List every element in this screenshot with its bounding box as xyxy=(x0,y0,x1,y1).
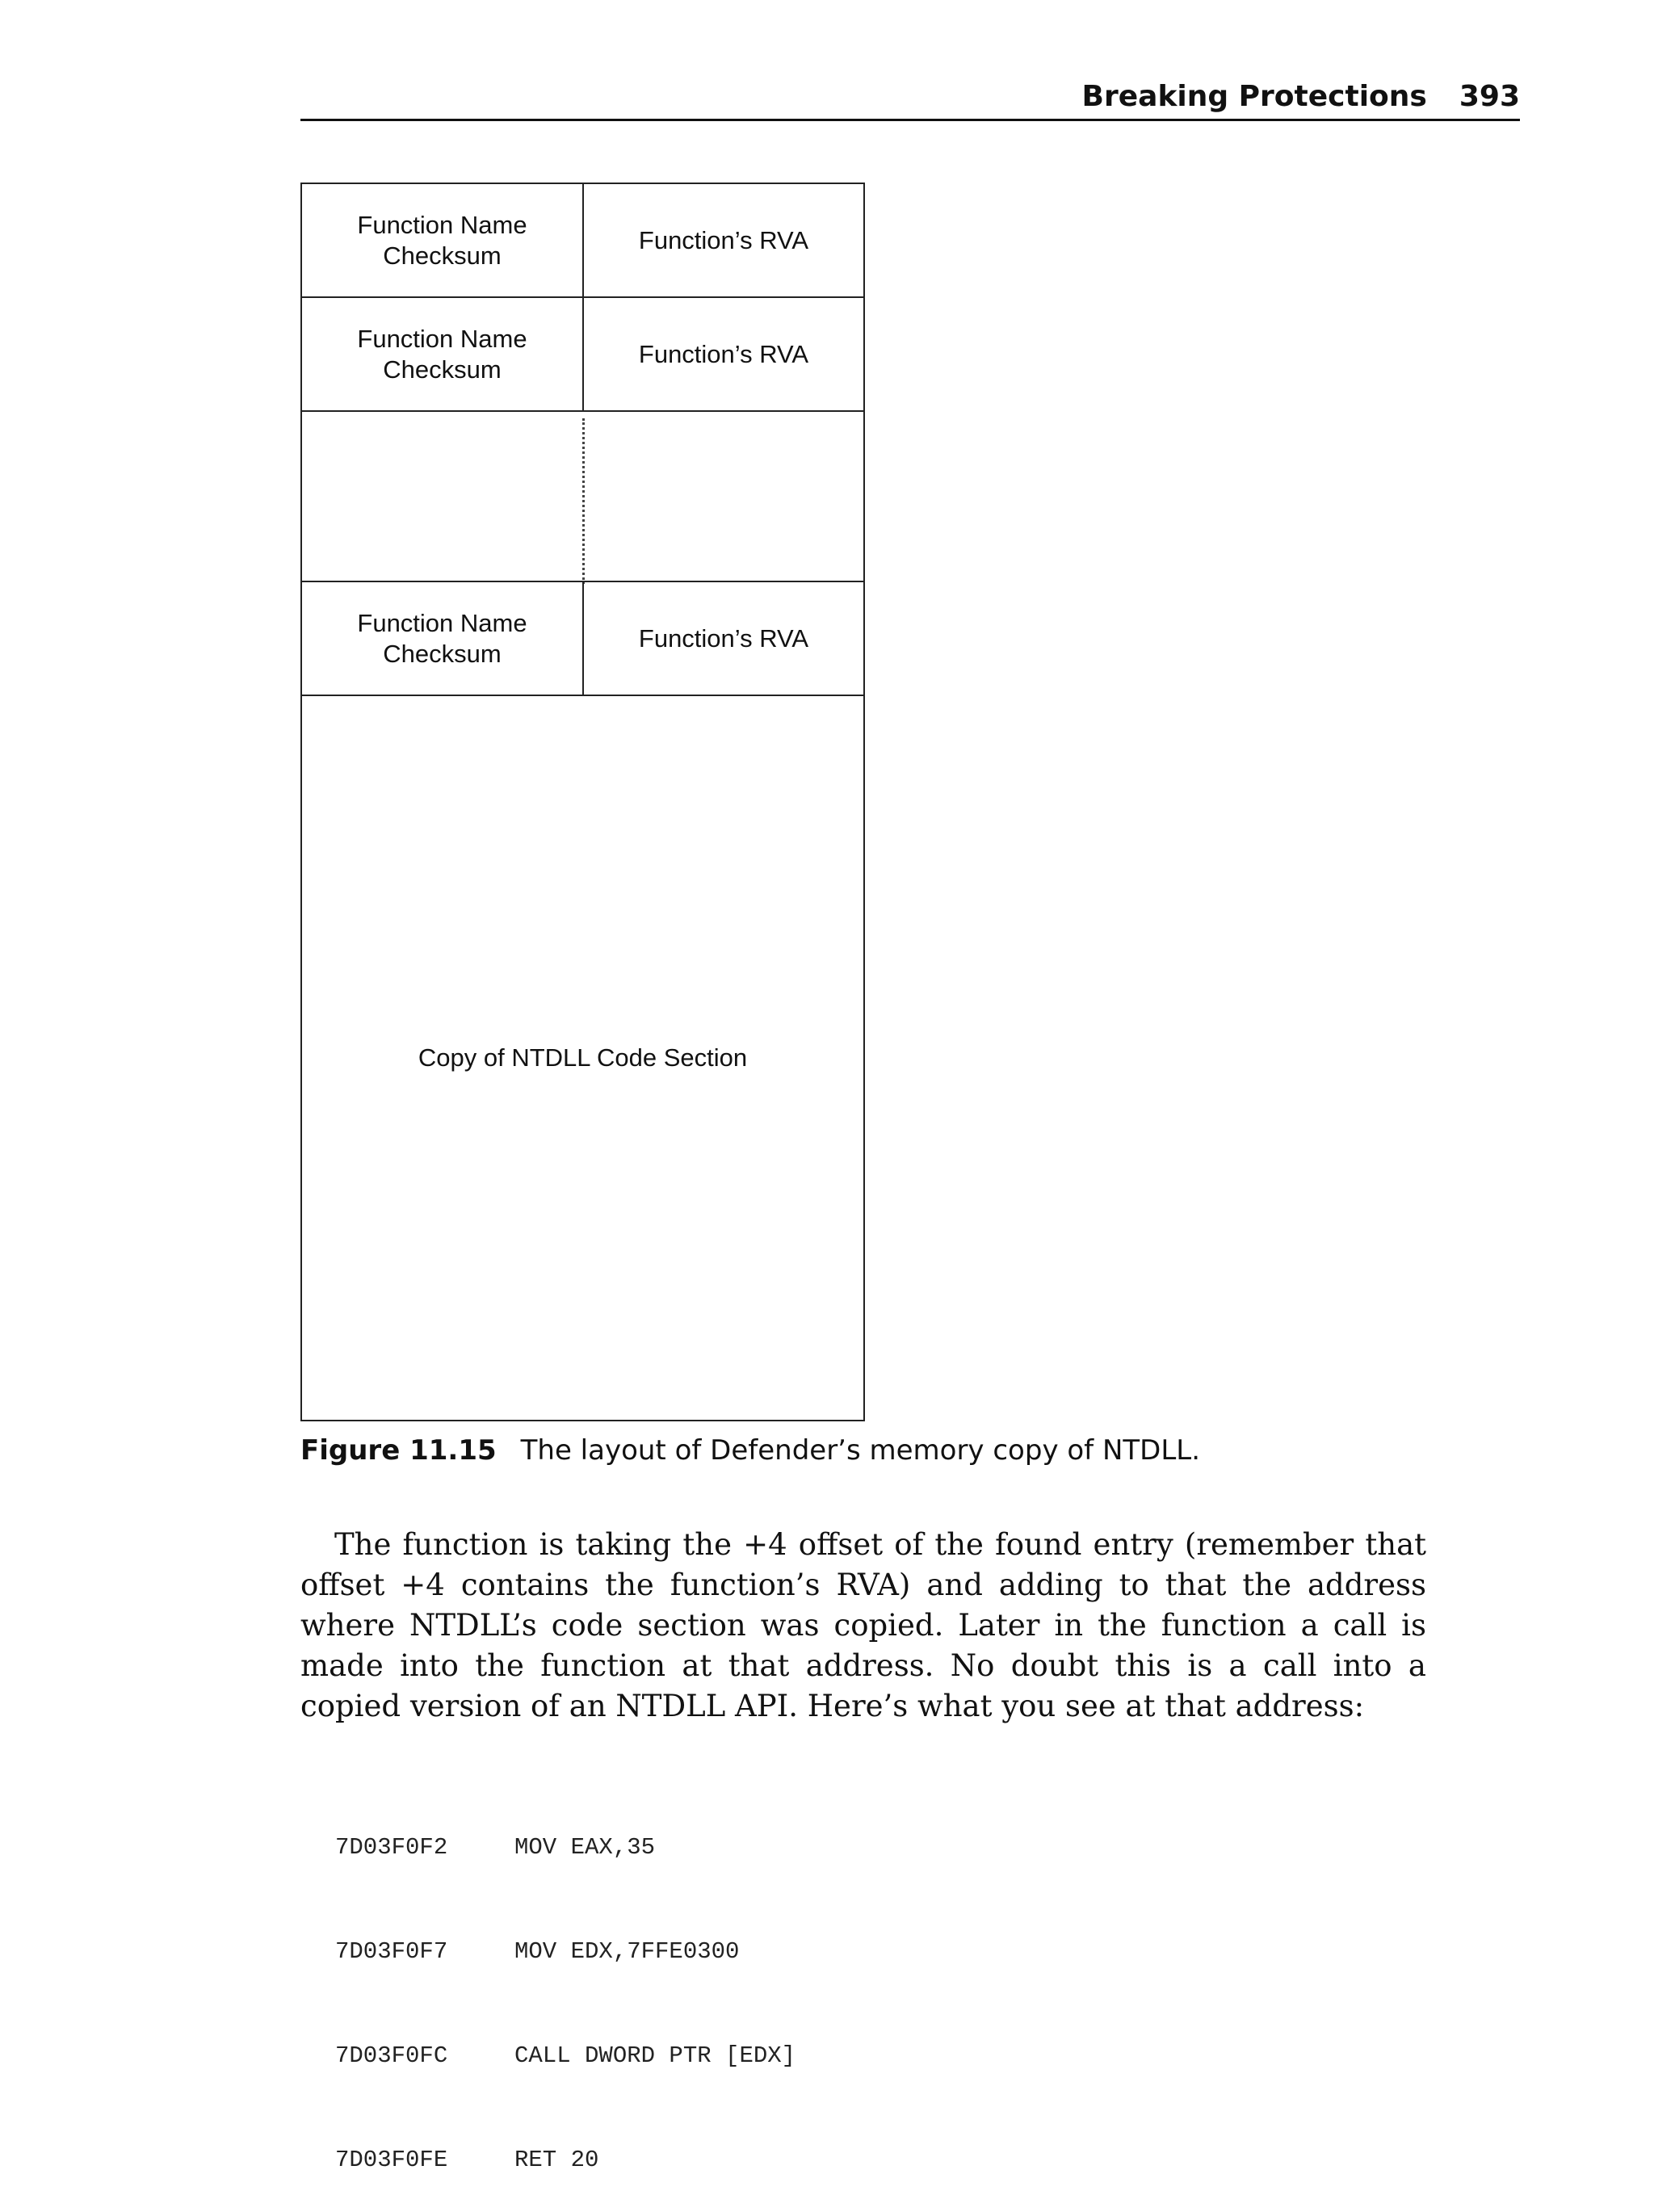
cell-text-line: Function’s RVA xyxy=(638,624,809,653)
cell-text-line: Checksum xyxy=(383,640,502,668)
cell-text-line: Function’s RVA xyxy=(638,226,809,254)
code-instruction: CALL DWORD PTR [EDX] xyxy=(514,2042,796,2069)
running-head xyxy=(300,74,1520,121)
column-divider xyxy=(582,184,584,410)
code-address: 7D03F0F2 xyxy=(335,1834,448,1861)
ellipsis-dots xyxy=(582,418,585,584)
assembly-listing xyxy=(335,1761,796,2212)
cell-text-line: Checksum xyxy=(383,241,502,270)
function-checksum-cell xyxy=(302,298,582,411)
function-rva-cell xyxy=(584,298,863,411)
cell-text-line: Function Name xyxy=(357,325,527,353)
body-paragraph: The function is taking the +4 offset of the found entry (remember that offset +4 contains the function’s RVA) and adding to that the address where NTDLL’s code section was copied. Later in the function a call is made into the function at that address. No doubt this is a call into a copied version of an NTDLL API. Here’s what you see at that address: xyxy=(300,1527,1426,1723)
code-instruction: MOV EAX,35 xyxy=(514,1834,656,1861)
column-divider xyxy=(582,581,584,695)
function-rva-cell xyxy=(584,582,863,695)
code-line xyxy=(335,2143,796,2177)
figure-caption-text: The layout of Defender’s memory copy of NTDLL. xyxy=(520,1434,1201,1467)
code-address: 7D03F0FC xyxy=(335,2042,448,2069)
code-line xyxy=(335,1934,796,1969)
code-section-label: Copy of NTDLL Code Section xyxy=(418,1043,748,1072)
cell-text-line: Checksum xyxy=(383,355,502,384)
code-instruction: RET 20 xyxy=(514,2147,599,2173)
ntdll-code-section-region xyxy=(302,696,863,1420)
code-address: 7D03F0FE xyxy=(335,2147,448,2173)
cell-text-line: Function’s RVA xyxy=(638,340,809,368)
ntdll-memory-layout-figure xyxy=(300,183,865,1421)
code-line xyxy=(335,1830,796,1865)
figure-caption xyxy=(300,1429,1512,1471)
code-line xyxy=(335,2038,796,2073)
function-checksum-cell xyxy=(302,184,582,297)
function-rva-cell xyxy=(584,184,863,297)
cell-text-line: Function Name xyxy=(357,211,527,239)
figure-number: Figure 11.15 xyxy=(300,1434,497,1467)
chapter-title: Breaking Protections xyxy=(1081,80,1427,113)
function-checksum-cell xyxy=(302,582,582,695)
code-instruction: MOV EDX,7FFE0300 xyxy=(514,1938,740,1965)
row-divider xyxy=(302,410,863,412)
code-address: 7D03F0F7 xyxy=(335,1938,448,1965)
cell-text-line: Function Name xyxy=(357,609,527,637)
page-number: 393 xyxy=(1459,80,1520,113)
